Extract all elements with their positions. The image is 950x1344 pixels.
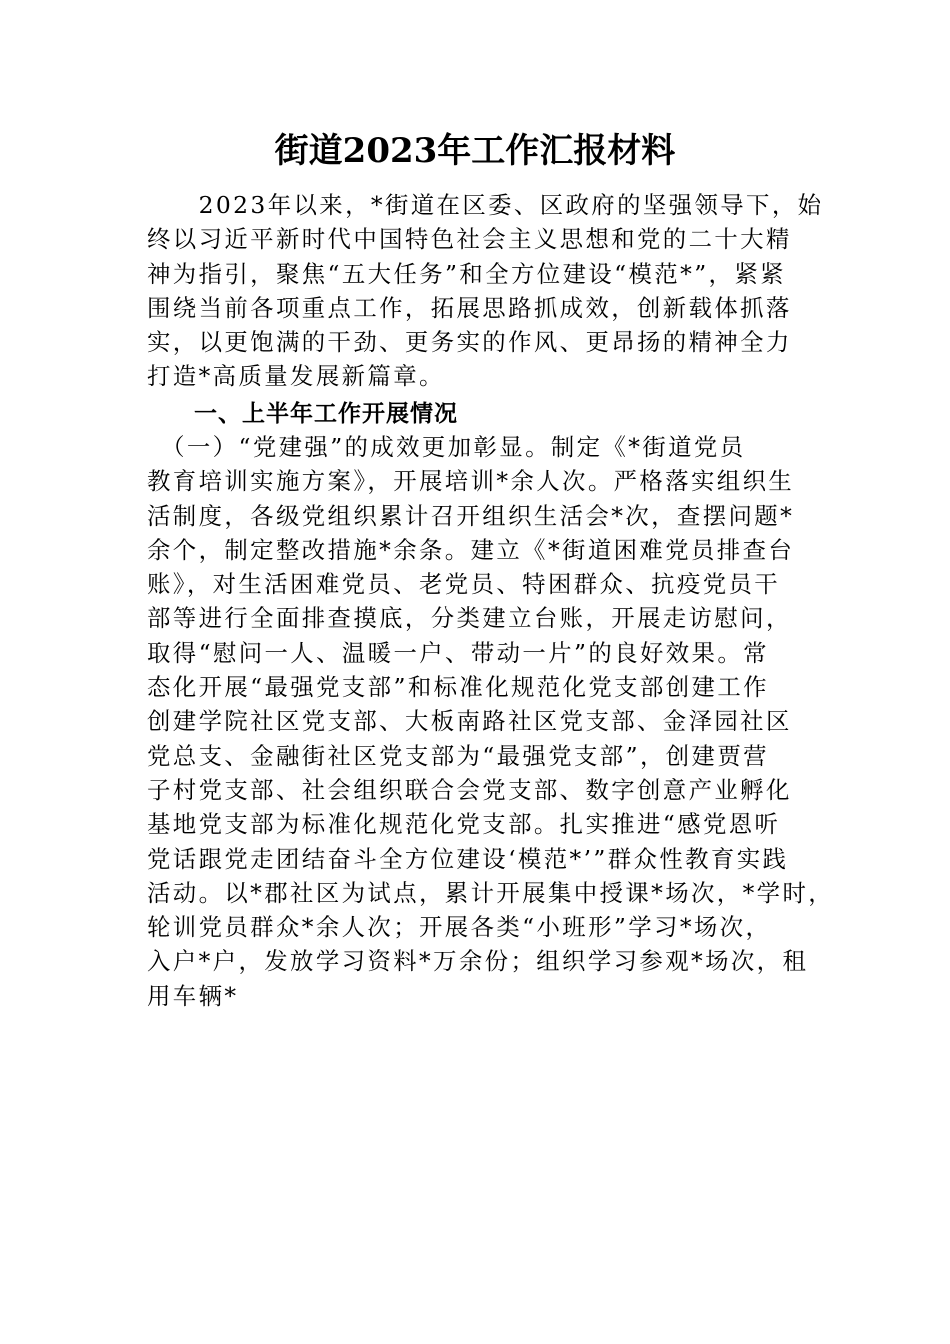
paragraph-line: 终以习近平新时代中国特色社会主义思想和党的二十大精 bbox=[147, 225, 792, 254]
paragraph-line: 子村党支部、社会组织联合会党支部、数字创意产业孵化 bbox=[147, 775, 792, 804]
section-paragraph bbox=[147, 430, 835, 1013]
paragraph-line: 态化开展“最强党支部”和标准化规范化党支部创建工作 bbox=[147, 673, 769, 702]
paragraph-line: 轮训党员群众*余人次；开展各类“小班形”学习*场次， bbox=[147, 913, 772, 942]
paragraph-line: 用车辆* bbox=[147, 981, 239, 1010]
paragraph-line: 打造*高质量发展新篇章。 bbox=[147, 362, 445, 391]
paragraph-line: 党话跟党走团结奋斗全方位建设‘模范*’”群众性教育实践 bbox=[147, 844, 789, 873]
paragraph-line: 部等进行全面排查摸底，分类建立台账，开展走访慰问， bbox=[147, 604, 792, 633]
paragraph-line: （一）“党建强”的成效更加彰显。制定《*街道党员 bbox=[147, 433, 746, 461]
section-heading: 一、上半年工作开展情况 bbox=[194, 401, 458, 427]
paragraph-line: 实，以更饱满的干劲、更务实的作风、更昂扬的精神全力 bbox=[147, 328, 792, 357]
paragraph-line: 账》，对生活困难党员、老党员、特困群众、抗疫党员干 bbox=[147, 570, 781, 599]
paragraph-line: 入户*户，发放学习资料*万余份；组织学习参观*场次，租 bbox=[147, 947, 809, 976]
paragraph-line: 教育培训实施方案》，开展培训*余人次。严格落实组织生 bbox=[147, 467, 795, 496]
paragraph-line: 围绕当前各项重点工作，拓展思路抓成效，创新载体抓落 bbox=[147, 293, 792, 322]
paragraph-line: 神为指引，聚焦“五大任务”和全方位建设“模范*”，紧紧 bbox=[147, 259, 786, 288]
paragraph-line: 活制度，各级党组织累计召开组织生活会*次，查摆问题* bbox=[147, 501, 795, 530]
paragraph-line: 基地党支部为标准化规范化党支部。扎实推进“感党恩听 bbox=[147, 810, 781, 839]
document-title: 街道2023年工作汇报材料 bbox=[274, 131, 676, 171]
paragraph-line: 党总支、金融街社区党支部为“最强党支部”，创建贾营 bbox=[147, 741, 769, 770]
paragraph-line: 2023年以来，*街道在区委、区政府的坚强领导下，始 bbox=[147, 191, 824, 219]
intro-paragraph bbox=[147, 188, 824, 394]
paragraph-line: 余个，制定整改措施*余条。建立《*街道困难党员排查台 bbox=[147, 535, 795, 564]
paragraph-line: 活动。以*郡社区为试点，累计开展集中授课*场次，*学时， bbox=[147, 878, 835, 907]
paragraph-line: 创建学院社区党支部、大板南路社区党支部、金泽园社区 bbox=[147, 707, 792, 736]
paragraph-line: 取得“慰问一人、温暖一户、带动一片”的良好效果。常 bbox=[147, 638, 769, 667]
